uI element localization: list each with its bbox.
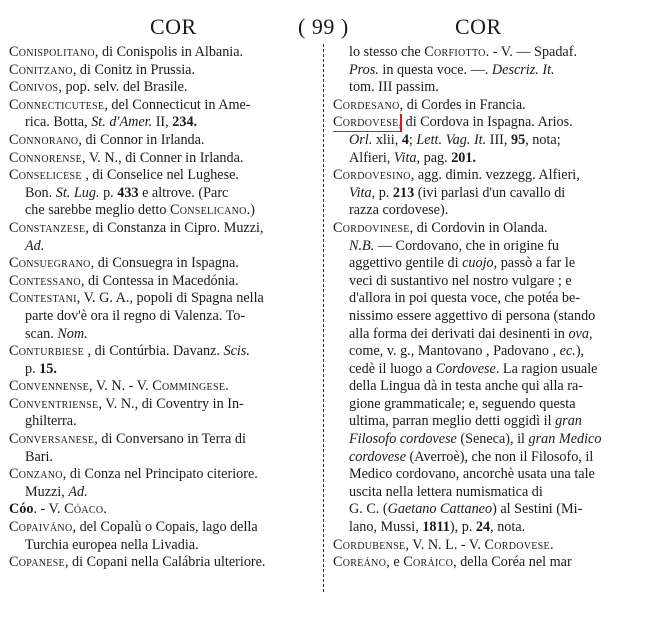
headword: Conispolitano — [9, 44, 95, 60]
headword: Coreáno — [333, 554, 387, 571]
text-line — [9, 220, 315, 238]
text-segment: , di Conselice nel Lughese. — [81, 167, 239, 184]
text-segment: , V. G. A., popoli di Spagna nella — [76, 290, 264, 307]
text-segment: , — [588, 325, 593, 342]
text-line — [333, 519, 639, 537]
text-segment: Pros. — [349, 61, 379, 78]
headword: Cordovesino — [333, 167, 411, 184]
text-segment: xlii, — [372, 131, 402, 148]
text-segment: , e — [386, 554, 404, 571]
text-line — [333, 466, 639, 484]
text-segment: , pag. — [416, 149, 452, 166]
text-line — [333, 185, 639, 203]
text-line — [9, 44, 315, 62]
text-line — [9, 114, 315, 132]
text-line — [9, 132, 315, 150]
text-segment: , del Connecticut in Ame- — [104, 96, 251, 113]
text-segment: Vita — [393, 149, 417, 166]
text-segment: 213 — [392, 184, 415, 201]
headword: Cordovese — [484, 536, 550, 553]
text-segment: nissimo essere aggettivo di persona (stando — [349, 307, 596, 324]
text-segment: , agg. dimin. vezzegg. Alfieri, — [410, 167, 580, 184]
text-line — [333, 290, 639, 308]
text-line — [333, 150, 639, 168]
text-segment: che sarebbe meglio detto — [25, 202, 170, 219]
text-segment: cuojo — [462, 255, 494, 272]
headword: Copanese — [9, 554, 65, 571]
text-line — [333, 220, 639, 238]
highlighted-headword: Cordovese — [333, 114, 399, 131]
text-segment: , di Constanza in Cipro. Muzzi, — [85, 219, 264, 236]
text-line — [333, 378, 639, 396]
text-line — [9, 466, 315, 484]
text-segment: Bon. — [25, 184, 56, 201]
headword: Connecticutese — [9, 96, 105, 113]
text-segment: Vita — [349, 184, 372, 201]
text-segment: e altrove. (Parc — [138, 184, 229, 201]
headword: Conselicano — [169, 202, 247, 219]
text-segment: Muzzi, — [25, 483, 69, 500]
text-segment: Bari. — [25, 448, 53, 465]
text-segment: in questa voce. —. — [378, 61, 492, 78]
text-segment: Turchia europea nella Livadia. — [25, 536, 199, 553]
text-segment: , passò a far le — [493, 255, 576, 272]
text-line — [9, 378, 315, 396]
headword: Commingese — [152, 378, 226, 395]
text-segment: p. — [25, 360, 40, 377]
text-segment: Orl. — [349, 131, 373, 148]
text-segment: tom. III passim. — [349, 79, 439, 96]
text-segment: Cóo — [9, 501, 34, 518]
text-line — [9, 79, 315, 97]
text-segment: . - V. — [33, 501, 65, 518]
text-line — [333, 44, 639, 62]
text-line — [9, 431, 315, 449]
text-segment: , pop. selv. del Brasile. — [58, 79, 188, 96]
text-line — [9, 554, 315, 572]
text-line — [333, 202, 639, 220]
headword: Copaiváno — [9, 519, 73, 536]
text-segment: Lett. Vag. It. — [416, 131, 487, 148]
headword: Constanzese — [9, 219, 86, 236]
text-line — [333, 343, 639, 361]
text-segment: Filosofo cordovese — [349, 431, 457, 448]
headword: Contestani — [9, 290, 77, 307]
text-line — [333, 167, 639, 185]
column-divider — [323, 44, 324, 592]
headword: Cordesano — [333, 96, 400, 113]
text-segment: , del Copalù o Copais, lago della — [72, 519, 258, 536]
text-line — [9, 255, 315, 273]
left-column — [9, 44, 315, 572]
text-segment: — Cordovano, che in origine fu — [374, 237, 560, 254]
text-segment: 1811 — [422, 519, 450, 536]
text-line — [333, 255, 639, 273]
text-segment: 234. — [172, 114, 198, 131]
text-line — [333, 554, 639, 572]
text-segment: 15. — [39, 360, 57, 377]
text-segment: , di Conitz in Prussia. — [72, 61, 196, 78]
text-segment: uscita nella lettera numismatica di — [349, 483, 543, 500]
text-segment: . — [103, 501, 107, 518]
text-segment: scan. — [25, 325, 58, 342]
text-segment: (Averroè), che non il Filosofo, il — [406, 448, 594, 465]
headword: Conivos — [9, 79, 59, 96]
text-line — [9, 343, 315, 361]
text-line — [9, 97, 315, 115]
text-segment: aggettivo gentile di — [349, 255, 463, 272]
text-segment: 95 — [511, 131, 526, 148]
text-segment: .) — [246, 202, 255, 219]
text-segment: ), — [575, 343, 585, 360]
text-segment: St. d'Amer. — [91, 114, 153, 131]
text-line — [333, 97, 639, 115]
text-segment: Nom. — [57, 325, 88, 342]
text-segment: , p. — [371, 184, 393, 201]
headword: Cordovinese — [333, 219, 410, 236]
text-line — [9, 501, 315, 519]
text-segment: , V. N., di Coventry in In- — [98, 395, 244, 412]
text-segment: 433 — [117, 184, 139, 201]
text-segment: Ad. — [68, 483, 88, 500]
running-head-right: COR — [455, 14, 502, 39]
headword: Conzano — [9, 466, 63, 483]
text-line — [9, 396, 315, 414]
headword: Conturbiese — [9, 343, 84, 360]
text-line — [333, 361, 639, 379]
text-segment: 24 — [475, 519, 491, 536]
text-segment: rica. Botta, — [25, 114, 92, 131]
text-segment: cordovese — [349, 448, 406, 465]
text-line — [9, 238, 315, 256]
text-segment: alla forma dei derivati dai desinenti in — [349, 325, 569, 342]
text-line — [333, 501, 639, 519]
text-line — [333, 238, 639, 256]
text-segment: , di Contessa in Macedónia. — [80, 272, 239, 289]
text-line — [333, 449, 639, 467]
text-segment: 4 — [401, 131, 409, 148]
text-segment: Cordovese — [435, 360, 496, 377]
text-segment: , V. N., di Conner in Irlanda. — [82, 149, 244, 166]
text-segment: , di Connor in Irlanda. — [78, 131, 205, 148]
text-segment: gran Medico — [528, 431, 602, 448]
running-head-left: COR — [150, 14, 197, 39]
text-line — [9, 413, 315, 431]
text-segment: , di Cordes in Francia. — [399, 96, 526, 113]
text-segment: veci di sustantivo nel nostro vulgare ; e — [349, 272, 572, 289]
text-line — [9, 537, 315, 555]
text-line — [333, 431, 639, 449]
text-segment: Gaetano Cattaneo — [387, 501, 493, 518]
text-line — [9, 185, 315, 203]
text-segment: Ad. — [25, 237, 45, 254]
text-segment: ; — [408, 131, 417, 148]
text-segment: 201. — [451, 149, 477, 166]
text-segment: ghilterra. — [25, 413, 77, 430]
right-column — [333, 44, 639, 572]
text-segment: St. Lug. — [55, 184, 100, 201]
text-segment: , di Conza nel Principato citeriore. — [62, 466, 258, 483]
text-line — [9, 290, 315, 308]
text-segment: . — [549, 536, 554, 553]
text-line — [9, 150, 315, 168]
text-segment: ), p. — [449, 519, 476, 536]
text-segment: parte dov'è ora il regno di Valenza. To- — [25, 307, 246, 324]
text-line — [333, 308, 639, 326]
text-segment: Scis. — [223, 343, 250, 360]
headword: Conitzano — [9, 61, 73, 78]
text-segment: G. C. ( — [349, 501, 388, 518]
text-line — [333, 484, 639, 502]
headword: Conselicese — [9, 167, 82, 184]
headword: Connorense — [9, 149, 83, 166]
headword: Consuegrano — [9, 255, 91, 272]
text-segment: lano, Mussi, — [349, 519, 423, 536]
text-line — [333, 396, 639, 414]
text-segment: , di Conispolis in Albania. — [94, 44, 244, 60]
text-segment: d'allora in poi questa voce, che potéa be- — [349, 290, 581, 307]
text-line — [9, 326, 315, 344]
text-line — [333, 62, 639, 80]
text-segment: . — [225, 378, 229, 395]
headword: Convennense — [9, 378, 89, 395]
text-segment: . La ragion usuale — [495, 360, 598, 377]
text-segment: , V. N. - V. — [88, 378, 153, 395]
text-segment: ultima, parran meglio detti oggidì il — [349, 413, 556, 430]
text-segment: , di Cordova in Ispagna. Arios. — [398, 114, 573, 131]
headword: Coráico — [403, 554, 454, 571]
text-line — [333, 273, 639, 291]
headword: Conversanese — [9, 431, 95, 448]
text-segment: Alfieri, — [349, 149, 394, 166]
text-segment: , di Contúrbia. Davanz. — [84, 343, 224, 360]
text-segment: , di Conversano in Terra di — [94, 431, 246, 448]
text-segment: razza cordovese). — [349, 202, 449, 219]
headword: Cordubense — [333, 536, 406, 553]
text-segment: , nota. — [490, 519, 526, 536]
text-segment: ova — [568, 325, 589, 342]
text-line — [333, 326, 639, 344]
text-line — [333, 114, 639, 132]
text-segment: , della Coréa nel mar — [453, 554, 572, 571]
text-segment: gione grammaticale; e, seguendo questa — [349, 395, 576, 412]
text-segment: Medico cordovano, ancorchè usata una tale — [349, 466, 595, 483]
text-segment: come, v. g., Mantovano , Padovano , — [349, 343, 560, 360]
text-line — [333, 132, 639, 150]
text-segment: della Lingua dà in testa anche qui alla ra- — [349, 378, 583, 395]
text-line — [9, 484, 315, 502]
text-line — [9, 273, 315, 291]
text-segment: III, — [486, 131, 512, 148]
text-line — [9, 167, 315, 185]
text-segment: II, — [152, 114, 173, 131]
headword: Contessano — [9, 272, 81, 289]
text-line — [9, 308, 315, 326]
text-segment: (Seneca), il — [456, 431, 529, 448]
text-segment: (ivi parlasi d'un cavallo di — [414, 184, 566, 201]
headword: Cóaco — [64, 501, 104, 518]
text-segment: ) al Sestini (Mi- — [492, 501, 583, 518]
text-segment: , di Cordovin in Olanda. — [409, 219, 548, 236]
text-segment: N.B. — [349, 237, 375, 254]
text-segment: , di Copani nella Calábria ulteriore. — [64, 554, 266, 571]
text-segment: , V. N. L. - V. — [405, 536, 485, 553]
text-line — [9, 62, 315, 80]
text-line — [9, 202, 315, 220]
text-segment: , di Consuegra in Ispagna. — [90, 255, 239, 272]
text-line — [9, 519, 315, 537]
text-segment: p. — [99, 184, 118, 201]
headword: Connorano — [9, 131, 79, 148]
text-line — [9, 449, 315, 467]
text-segment: , nota; — [525, 131, 561, 148]
text-segment: ec. — [559, 343, 576, 360]
text-line — [333, 79, 639, 97]
headword: Conventriense — [9, 395, 99, 412]
text-line — [333, 537, 639, 555]
page-number: ( 99 ) — [298, 14, 349, 39]
text-line — [9, 361, 315, 379]
headword: Corfiotto — [424, 44, 486, 60]
text-segment: . - V. — Spadaf. — [485, 44, 577, 60]
text-line — [333, 413, 639, 431]
text-segment: Descriz. It. — [491, 61, 555, 78]
text-segment: gran — [555, 413, 582, 430]
text-segment: cedè il luogo a — [349, 360, 436, 377]
text-segment: lo stesso che — [349, 44, 425, 60]
